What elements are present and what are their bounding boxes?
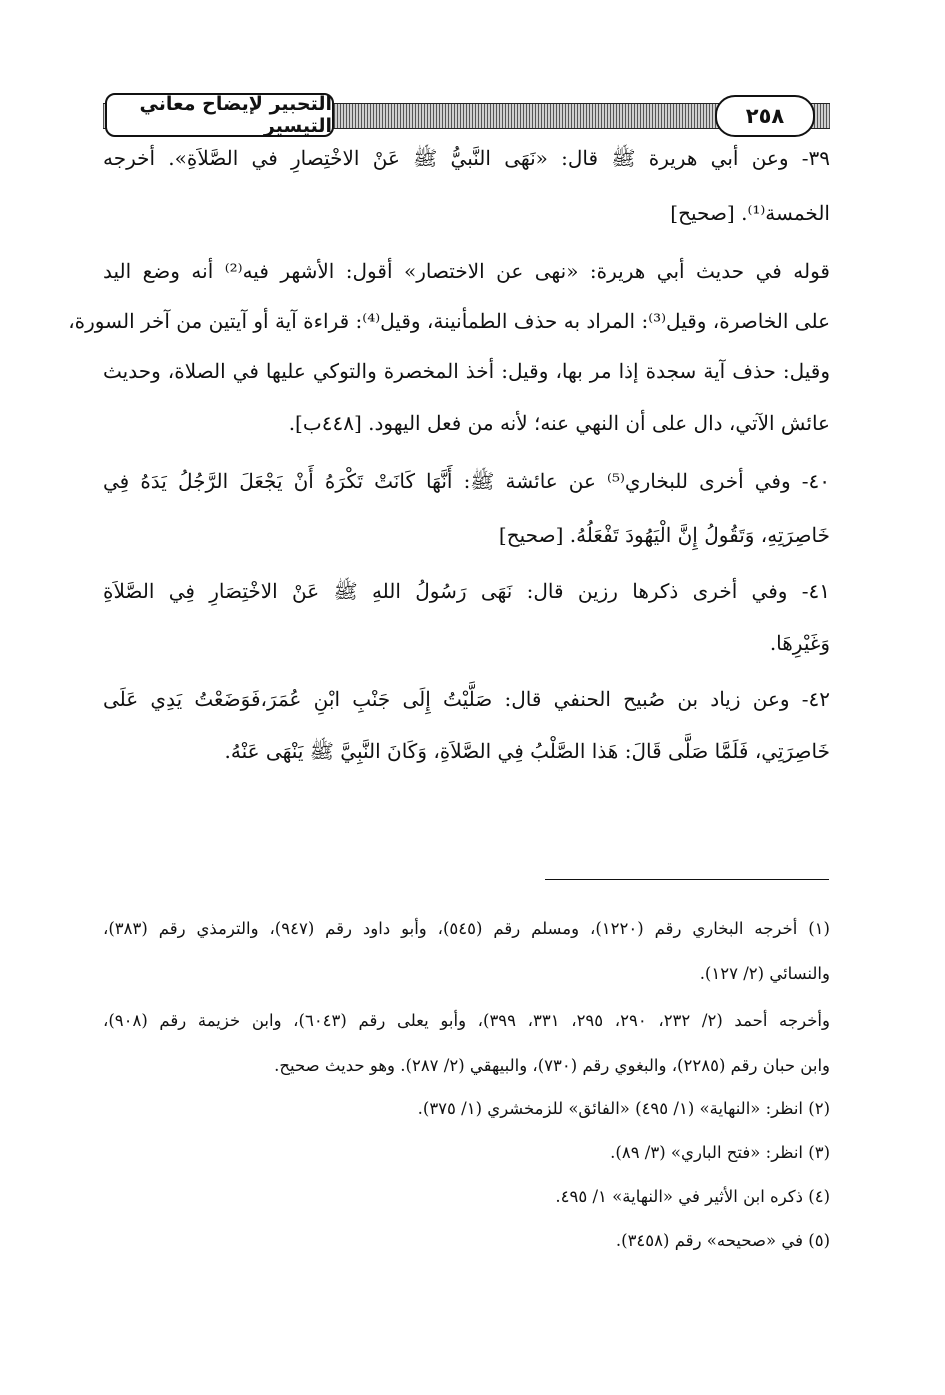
footnote-4: (٤) ذكره ابن الأثير في «النهاية» ١/ ٤٩٥. [555,1187,830,1206]
footnote-1-line-3: وأخرجه أحمد (٢/ ٢٣٢، ٢٩٠، ٢٩٥، ٣٣١، ٣٩٩)، وأبو يعلى رقم (٦٠٤٣)، وابن خزيمة رقم (٩٠٨)، [103,1011,830,1030]
hadith-40-line-1: ٤٠- وفي أخرى للبخاري⁽⁵⁾ عن عائشة ﷺ: أَنَّهَا كَانَتْ تَكْرَهُ أَنْ يَجْعَلَ الرَّجُلُ يَدَهُ فِي [103,469,830,493]
commentary-line-1: قوله في حديث أبي هريرة: «نهى عن الاختصار» أقول: الأشهر فيه⁽²⁾ أنه وضع اليد [103,259,830,283]
footnote-1-line-2: والنسائي (٢/ ١٢٧). [699,964,830,983]
footnote-2: (٢) انظر: «النهاية» (١/ ٤٩٥) «الفائق» للزمخشري (١/ ٣٧٥). [417,1099,830,1118]
hadith-39-line-2: الخمسة⁽¹⁾. [صحيح] [670,201,830,225]
commentary-line-2: على الخاصرة، وقيل⁽³⁾: المراد به حذف الطمأنينة، وقيل⁽⁴⁾: قراءة آية أو آيتين من آخر السورة، [68,309,830,333]
hadith-41-line-2: وَغَيْرِهَا. [769,631,830,655]
footnote-separator [545,879,829,880]
commentary-line-3: وقيل: حذف آية سجدة إذا مر بها، وقيل: أخذ المخصرة والتوكي عليها في الصلاة، وحديث [103,359,830,383]
hadith-39-line-1: ٣٩- وعن أبي هريرة ﷺ قال: «نَهَى النَّبيُّ ﷺ عَنْ الاخْتِصارِ في الصَّلاَةِ». أخرجه [103,146,830,170]
footnote-1-line-4: وابن حبان رقم (٢٢٨٥)، والبغوي رقم (٧٣٠)، والبيهقي (٢/ ٢٨٧). وهو حديث صحيح. [274,1056,830,1075]
book-title: التحبير لإيضاح معاني التيسير [105,93,334,137]
hadith-41-line-1: ٤١- وفي أخرى ذكرها رزين قال: نَهَى رَسُولُ اللهِ ﷺ عَنْ الاخْتِصَارِ فِي الصَّلاَةِ [103,579,830,603]
footnote-3: (٣) انظر: «فتح الباري» (٣/ ٨٩). [610,1143,830,1162]
hadith-40-line-2: خَاصِرَتِهِ، وَتَقُولُ إِنَّ الْيَهُودَ تَفْعَلُهُ. [صحيح] [498,523,830,547]
footnote-1-line-1: (١) أخرجه البخاري رقم (١٢٢٠)، ومسلم رقم (٥٤٥)، وأبو داود رقم (٩٤٧)، والترمذي رقم (٣٨٣)، [103,919,830,938]
hadith-42-line-2: خَاصِرَتِي، فَلَمَّا صَلَّى قَالَ: هَذا الصَّلْبُ فِي الصَّلاَةِ، وَكَانَ النَّبِيَّ ﷺ يَنْهَى عَنْهُ. [224,739,830,763]
commentary-line-4: عائش الآتي، دال على أن النهي عنه؛ لأنه من فعل اليهود. [٤٤٨ب]. [288,411,830,435]
page-number: ٢٥٨ [715,95,815,137]
footnote-5: (٥) في «صحيحه» رقم (٣٤٥٨). [615,1231,830,1250]
hadith-42-line-1: ٤٢- وعن زياد بن صُبيح الحنفي قال: صَلَّيْتُ إِلَى جَنْبِ ابْنِ عُمَرَ،فَوَضَعْتُ يَدِي عَلَى [103,687,830,711]
